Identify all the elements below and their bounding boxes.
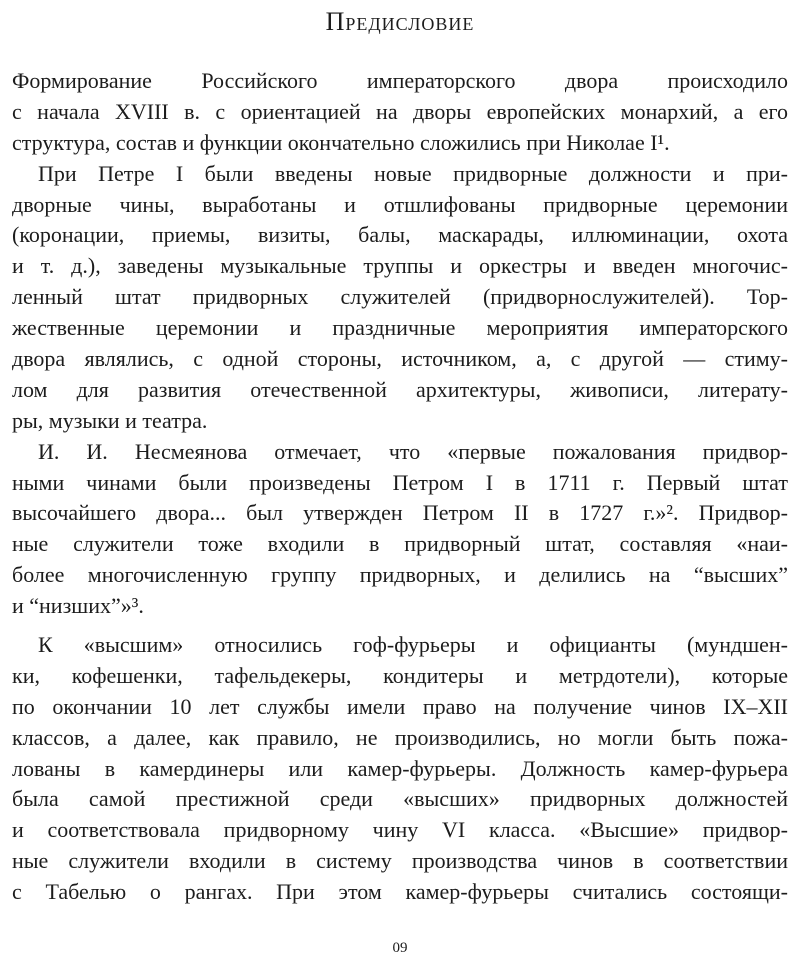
- text-line: дворные чины, выработаны и отшлифованы придворные церемонии: [12, 191, 788, 217]
- text-line: ные служители тоже входили в придворный штат, составляя «наи-: [12, 531, 788, 557]
- text-line: жественные церемонии и праздничные мероприятия императорского: [12, 315, 788, 341]
- body-text: [12, 66, 788, 908]
- text-line: Формирование Российского императорского двора происходило: [12, 68, 788, 93]
- text-line: ры, музыки и театра.: [12, 407, 208, 433]
- text-line: высочайшего двора... был утвержден Петром II в 1727 г.»². Придвор-: [12, 500, 788, 526]
- text-line: (коронации, приемы, визиты, балы, маскарады, иллюминации, охота: [12, 222, 788, 248]
- text-line: ки, кофешенки, тафельдекеры, кондитеры и метрдотели), которые: [12, 662, 788, 688]
- text-line: с начала XVIII в. с ориентацией на дворы европейских монархий, а его: [12, 98, 788, 124]
- text-line: с Табелью о рангах. При этом камер-фурьеры считались состоящи-: [12, 879, 788, 905]
- paragraph: [12, 437, 788, 622]
- text-line: была самой престижной среди «высших» придворных должностей: [12, 786, 788, 812]
- text-line: и т. д.), заведены музыкальные труппы и оркестры и введен многочис-: [12, 253, 788, 279]
- text-line: ные служители входили в систему производства чинов в соответствии: [12, 848, 788, 874]
- text-line: и “низших”»³.: [12, 593, 144, 619]
- paragraph: [12, 66, 788, 159]
- text-line: двора являлись, с одной стороны, источником, а, с другой — стиму-: [12, 346, 788, 372]
- paragraph: [12, 630, 788, 908]
- page-title: Предисловие: [325, 7, 475, 36]
- text-line: лом для развития отечественной архитектуры, живописи, литерату-: [12, 376, 788, 402]
- text-line: К «высшим» относились гоф-фурьеры и официанты (мундшен-: [38, 632, 788, 658]
- text-line: структура, состав и функции окончательно сложились при Николае I¹.: [12, 129, 670, 155]
- text-line: При Петре I были введены новые придворные должности и при-: [38, 160, 788, 186]
- text-line: более многочисленную группу придворных, и делились на “высших”: [12, 562, 788, 588]
- paragraph-spacer: [12, 622, 788, 630]
- text-line: лованы в камердинеры или камер-фурьеры. Должность камер-фурьера: [12, 755, 788, 781]
- text-line: и соответствовала придворному чину VI класса. «Высшие» придвор-: [12, 817, 788, 843]
- text-line: И. И. Несмеянова отмечает, что «первые пожалования придвор-: [38, 438, 788, 464]
- text-line: ленный штат придворных служителей (придворнослужителей). Тор-: [12, 284, 788, 310]
- text-line: классов, а далее, как правило, не производились, но могли быть пожа-: [12, 724, 788, 750]
- text-line: по окончании 10 лет службы имели право на получение чинов IX–XII: [12, 693, 788, 719]
- text-line: ными чинами были произведены Петром I в 1711 г. Первый штат: [12, 469, 788, 495]
- page-number: 09: [392, 940, 408, 956]
- paragraph: [12, 159, 788, 437]
